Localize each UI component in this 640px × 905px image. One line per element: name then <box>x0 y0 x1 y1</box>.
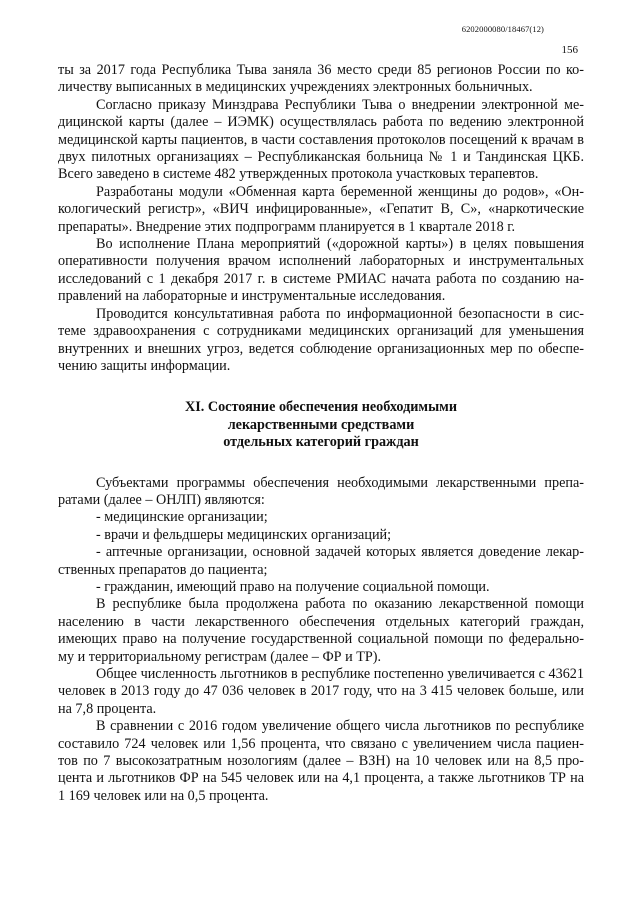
paragraph-modules: Разработаны модули «Обменная карта беременной женщины до родов», «Он- кологический регистр», «ВИЧ инфицированные», «Гепатит В, С», «наркотические препараты». Внедрение этих подпрограмм планируется в 1 квартале 2018 г. <box>58 183 584 235</box>
list-item: - гражданин, имеющий право на получение социальной помощи. <box>96 578 490 595</box>
paragraph-continuation: ты за 2017 года Республика Тыва заняла 36 место среди 85 регионов России по ко- личеству выписанных в медицинских учреждениях электронных больничных. <box>58 62 584 96</box>
paragraph-comparison-2016: В сравнении с 2016 годом увеличение общего числа льготников по республике составило 724 человек или 1,56 процента, что связано с увеличением числа пациен- тов по 7 высокозатратным нозологиям (далее – ВЗН) на 10 человек или на 8,5 про- цента и льготников ФР на 545 человек или на 4,1 процента, а также льготников ТР на 1 169 человек или на 0,5 процента. <box>58 718 584 804</box>
section-heading-line: лекарственными средствами <box>227 416 415 433</box>
list-item: - медицинские организации; <box>96 509 268 526</box>
paragraph-assistance: В республике была продолжена работа по оказанию лекарственной помощи населению в части лекарственного обеспечения отдельных категорий граждан, имеющих право на получение государственной социальной помощи по федерально- му и территориальному регистрам (далее – ФР и ТР). <box>58 596 584 665</box>
paragraph-security: Проводится консультативная работа по информационной безопасности в сис- теме здравоохранения с сотрудниками медицинских организаций для уменьшения внутренних и внешних угроз, ведется соблюдение организационных мер по обеспе- чению защиты информации. <box>58 305 584 374</box>
section-heading <box>58 399 584 451</box>
list-item: - врачи и фельдшеры медицинских организаций; <box>96 526 392 543</box>
section-heading-line: отдельных категорий граждан <box>223 434 419 451</box>
page-number: 156 <box>561 44 578 56</box>
document-body <box>58 62 584 805</box>
list-item: - аптечные организации, основной задачей которых является доведение лекар- ственных препаратов до пациента; <box>58 544 584 578</box>
paragraph-beneficiaries-count: Общее численность льготников в республике постепенно увеличивается с 43621 человек в 2013 году до 47 036 человек в 2017 году, что на 3 415 человек больше, или на 7,8 процента. <box>58 666 584 717</box>
section-heading-line: XI. Состояние обеспечения необходимыми <box>184 399 457 416</box>
paragraph-roadmap: Во исполнение Плана мероприятий («дорожной карты») в целях повышения оперативности получения врачом исполнений лабораторных и инструментальных исследований с 1 декабря 2017 г. в системе РМИАС начата работа по созданию на- правлений на лабораторные и инструментальные исследования. <box>58 236 584 305</box>
document-id: 6202000080/18467(12) <box>461 24 544 34</box>
paragraph-intro: Субъектами программы обеспечения необходимыми лекарственными препа- ратами (далее – ОНЛП) являются: <box>58 474 584 508</box>
paragraph-iemk: Согласно приказу Минздрава Республики Тыва о внедрении электронной ме- дицинской карты (далее – ИЭМК) осуществлялась работа по ведению электронной медицинской карты пациентов, в части составления протоколов посещений к врачам в двух пилотных организациях – Республиканская больница № 1 и Тандинская ЦКБ. Всего заведено в системе 482 утвержденных протокола участковых терапевтов. <box>58 96 584 183</box>
